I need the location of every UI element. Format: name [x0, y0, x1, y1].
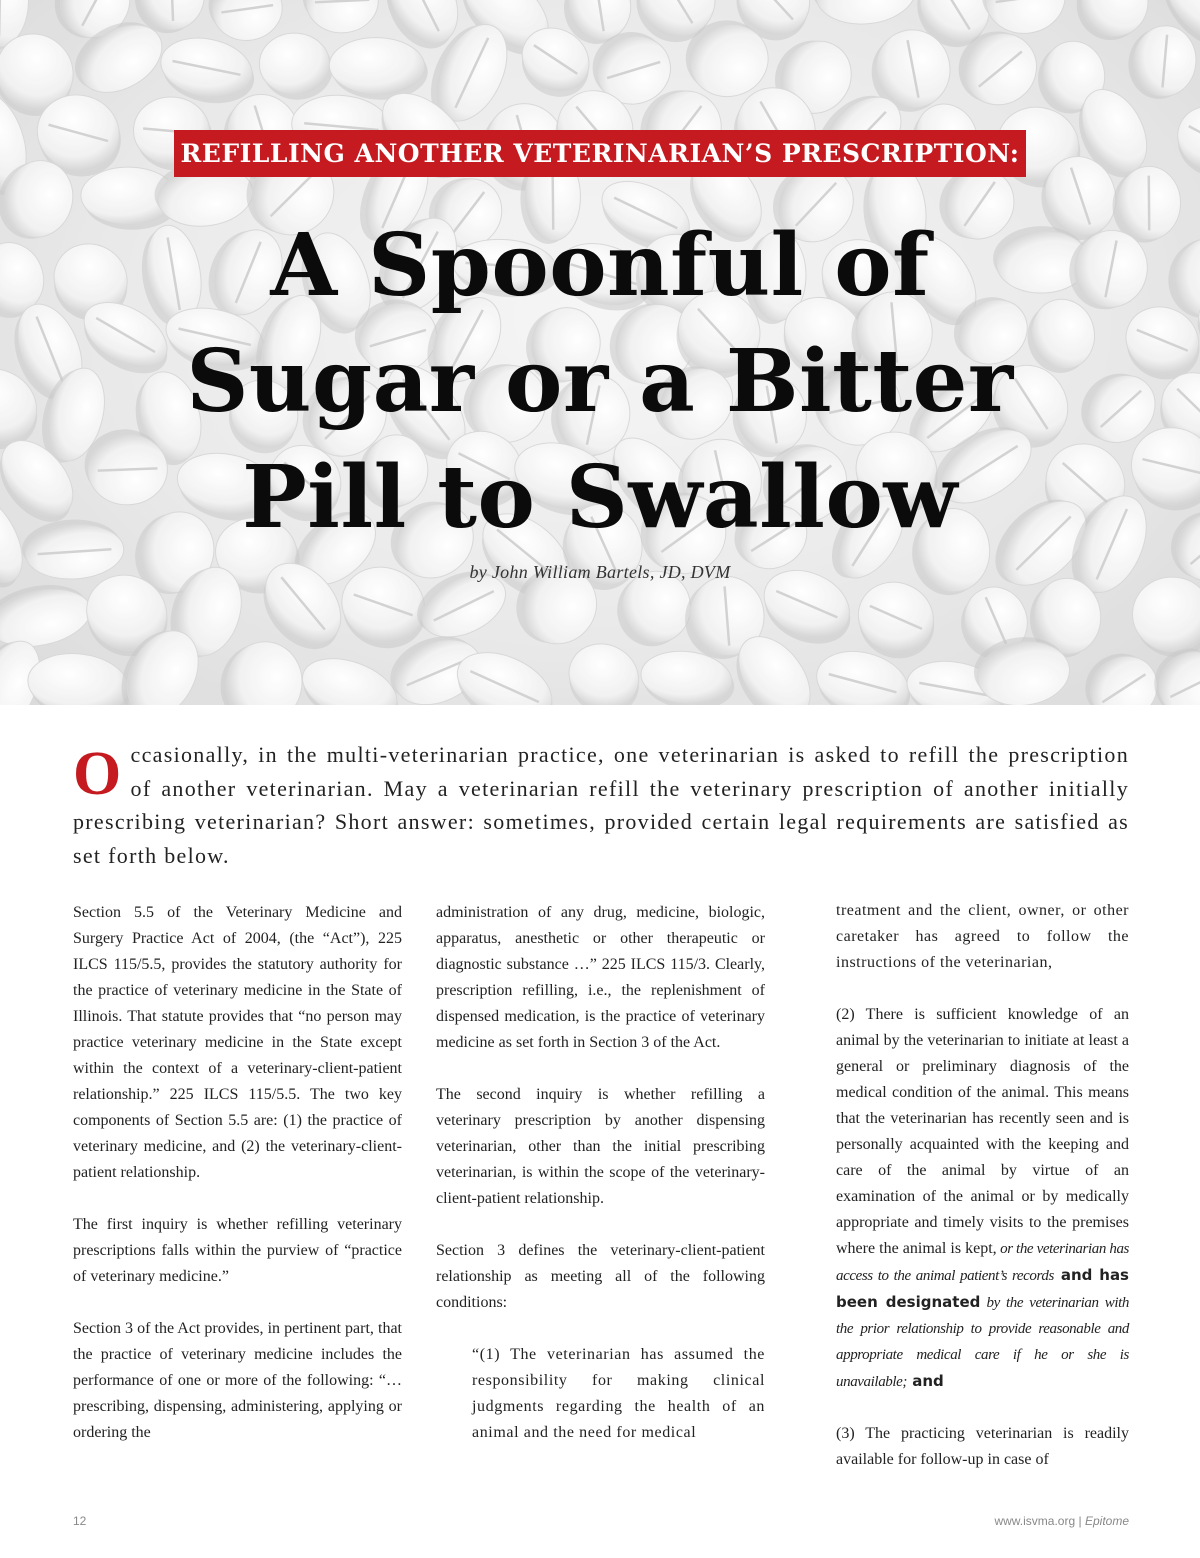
- condition-2-text: (2) There is sufficient knowledge of an animal by the veterinarian to initiate at least a general or preliminary diagnosis of the medical condition of the animal. This means that the veterinarian has recently seen and is personally acquainted with the keeping and care of the animal by virtue of an examination of the animal or by medically appropriate and timely visits to the premises where the animal is kept,: [836, 1006, 1129, 1257]
- paragraph: (3) The practicing veterinarian is readily available for follow-up in case of: [836, 1425, 1129, 1468]
- paragraph: Section 3 of the Act provides, in pertinent part, that the practice of veterinary medicine includes the performance of one or more of the following: “…prescribing, dispensing, administering, applying or ordering the: [73, 1320, 402, 1441]
- amendment-italic-text: by the veterinarian with the prior relationship to provide reasonable and appropriate medical care if he or she is unavailable;: [836, 1295, 1129, 1390]
- paragraph: Section 3 defines the veterinary-client-patient relationship as meeting all of the following conditions:: [436, 1242, 765, 1311]
- author-byline: by John William Bartels, JD, DVM: [469, 562, 731, 582]
- statute-quote: “(1) The veterinarian has assumed the responsibility for making clinical judgments regarding the health of an animal and the need for medical: [472, 1346, 765, 1441]
- paragraph: The second inquiry is whether refilling a veterinary prescription by another dispensing veterinarian, other than the initial prescribing veterinarian, is within the scope of the veterinary-client-patient relationship.: [436, 1086, 765, 1207]
- intro-text: ccasionally, in the multi-veterinarian practice, one veterinarian is asked to refill the prescription of another veterinarian. May a veterinarian refill the veterinary prescription of another initially prescribing veterinarian? Short answer: sometimes, provided certain legal requirements are satisfied as set forth below.: [73, 742, 1129, 868]
- paragraph: Section 5.5 of the Veterinary Medicine and Surgery Practice Act of 2004, (the “Act”), 225 ILCS 115/5.5, provides the statutory authority for the practice of veterinary medicine in the State of Illinois. That statute provides that “no person may practice veterinary medicine in the State except within the context of a veterinary-client-patient relationship.” 225 ILCS 115/5.5. The two key components of Section 5.5 are: (1) the practice of veterinary medicine, and (2) the veterinary-client-patient relationship.: [73, 904, 402, 1181]
- paragraph: treatment and the client, owner, or other caretaker has agreed to follow the instructions of the veterinarian,: [836, 902, 1129, 971]
- intro-paragraph: [73, 738, 1129, 872]
- footer-url: www.isvma.org: [994, 1514, 1076, 1528]
- amendment-italic-text: or the veterinarian has access to the animal patient’s records: [836, 1241, 1129, 1284]
- hero-banner: [0, 0, 1200, 705]
- body-column-2: [436, 900, 765, 1446]
- footer-separator: |: [1078, 1514, 1082, 1528]
- paragraph-condition-2: [836, 1002, 1129, 1395]
- paragraph: administration of any drug, medicine, biologic, apparatus, anesthetic or other therapeutic or diagnostic substance …” 225 ILCS 115/3. Clearly, prescription refilling, i.e., the replenishment of dispensed medication, is the practice of veterinary medicine as set forth in Section 3 of the Act.: [436, 904, 765, 1051]
- body-column-3: [836, 898, 1129, 1499]
- page-number: 12: [73, 1514, 87, 1528]
- amendment-bold-text: and has been designated: [836, 1266, 1129, 1311]
- body-column-1: [73, 900, 402, 1472]
- amendment-bold-text: and: [907, 1372, 944, 1390]
- headline-line-1: A Spoonful of: [270, 215, 930, 316]
- headline-line-3: Pill to Swallow: [242, 447, 958, 548]
- footer-publication: Epitome: [1084, 1514, 1129, 1528]
- article-headline: [60, 208, 1140, 556]
- article-kicker: REFILLING ANOTHER VETERINARIAN’S PRESCRIPTION:: [174, 130, 1026, 177]
- footer-site: [994, 1514, 1129, 1528]
- drop-cap: O: [73, 740, 123, 808]
- paragraph: The first inquiry is whether refilling veterinary prescriptions falls within the purview of “practice of veterinary medicine.”: [73, 1216, 402, 1285]
- headline-line-2: Sugar or a Bitter: [186, 331, 1014, 432]
